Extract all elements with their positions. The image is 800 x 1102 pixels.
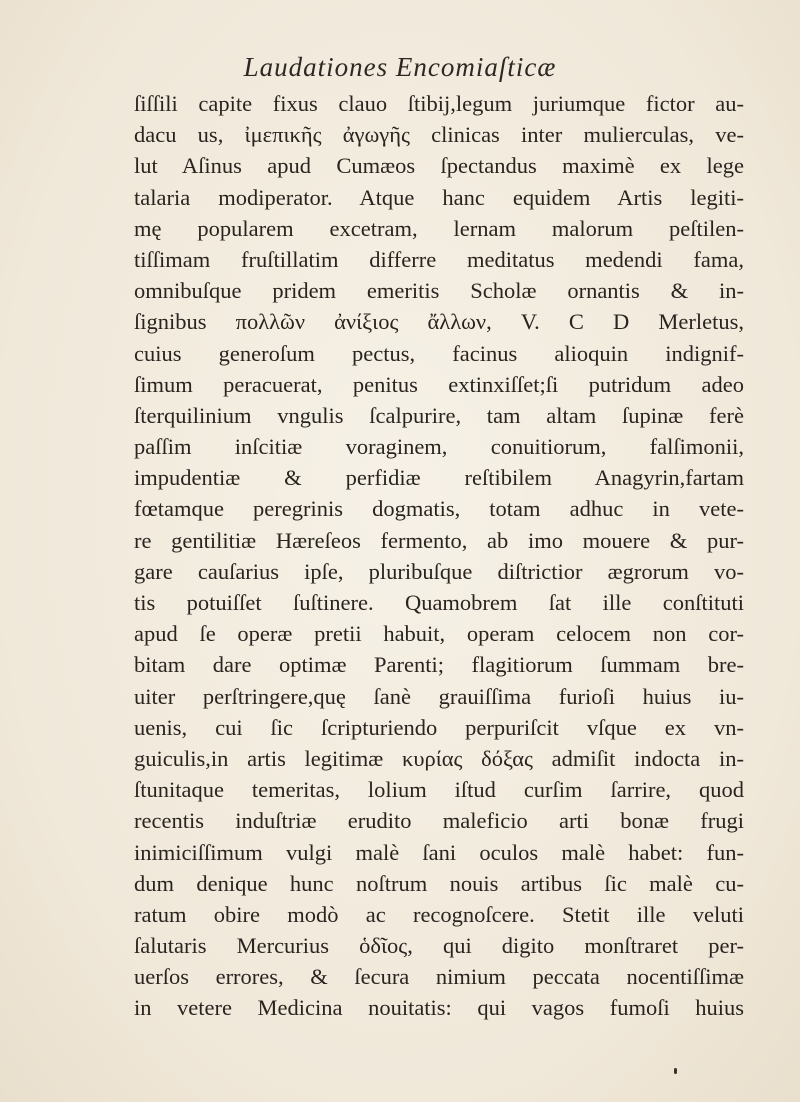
text-line: ſiſſili capite fixus clauo ſtibij,legum juriumque fictor au-: [134, 91, 744, 116]
text-line: cuius generoſum pectus, facinus alioquin indignif-: [134, 340, 744, 366]
text-line: uenis, cui ſic ſcripturiendo perpuriſcit vſque ex vn-: [134, 714, 744, 740]
text-line: dum denique hunc noſtrum nouis artibus ſic malè cu-: [134, 870, 744, 896]
text-line: dacu us, ἰμεπικῆς ἀγωγῆς clinicas inter mulierculas, ve-: [134, 122, 744, 148]
text-line: ſignibus πολλῶν ἀνίξιος ἄλλων, V. C D Merletus,: [134, 309, 744, 335]
text-line: bitam dare optimæ Parenti; flagitiorum ſummam bre-: [134, 652, 744, 678]
text-line: paſſim inſcitiæ voraginem, conuitiorum, falſimonii,: [134, 434, 744, 460]
text-line: inimiciſſimum vulgi malè ſani oculos malè habet: fun-: [134, 839, 744, 865]
text-line: recentis induſtriæ erudito maleficio arti bonæ frugi: [134, 808, 744, 834]
text-line: talaria modiperator. Atque hanc equidem Artis legiti-: [134, 184, 744, 210]
text-line: mę popularem excetram, lernam malorum peſtilen-: [134, 215, 744, 241]
text-line: uerſos errores, & ſecura nimium peccata nocentiſſimæ: [134, 964, 744, 990]
text-line: ſalutaris Mercurius ὁδῖος, qui digito monſtraret per-: [134, 933, 744, 959]
text-line: ſtunitaque temeritas, lolium iſtud curſim ſarrire, quod: [134, 777, 744, 803]
text-line: ſterquilinium vngulis ſcalpurire, tam altam ſupinæ ferè: [134, 402, 744, 428]
text-line: lut Aſinus apud Cumæos ſpectandus maximè ex lege: [134, 153, 744, 179]
text-line: apud ſe operæ pretii habuit, operam celocem non cor-: [134, 621, 744, 647]
text-line: ratum obire modò ac recognoſcere. Stetit ille veluti: [134, 901, 744, 927]
text-line: omnibuſque pridem emeritis Scholæ ornantis & in-: [134, 278, 744, 304]
text-line: tiſſimam fruſtillatim differre meditatus medendi fama,: [134, 246, 744, 272]
text-line: fœtamque peregrinis dogmatis, totam adhuc in vete-: [134, 496, 744, 522]
text-line: guiculis,in artis legitimæ κυρίας δόξας admiſit indocta in-: [134, 745, 744, 771]
ink-speck: [674, 1068, 677, 1074]
text-line: re gentilitiæ Hæreſeos fermento, ab imo mouere & pur-: [134, 527, 744, 553]
text-line: in vetere Medicina nouitatis: qui vagos fumoſi huius: [134, 995, 744, 1021]
text-line: uiter perſtringere,quę ſanè grauiſſima furioſi huius iu-: [134, 683, 744, 709]
running-head: Laudationes Encomiaſticæ: [243, 52, 557, 82]
text-line: ſimum peracuerat, penitus extinxiſſet;ſi putridum adeo: [134, 371, 744, 397]
text-line: gare cauſarius ipſe, pluribuſque diſtrictior ægrorum vo-: [134, 558, 744, 584]
body-text: [134, 88, 744, 1024]
text-line: tis potuiſſet ſuſtinere. Quamobrem ſat ille conſtituti: [134, 590, 744, 615]
text-line: impudentiæ & perfidiæ reſtibilem Anagyrin,fartam: [134, 465, 744, 491]
